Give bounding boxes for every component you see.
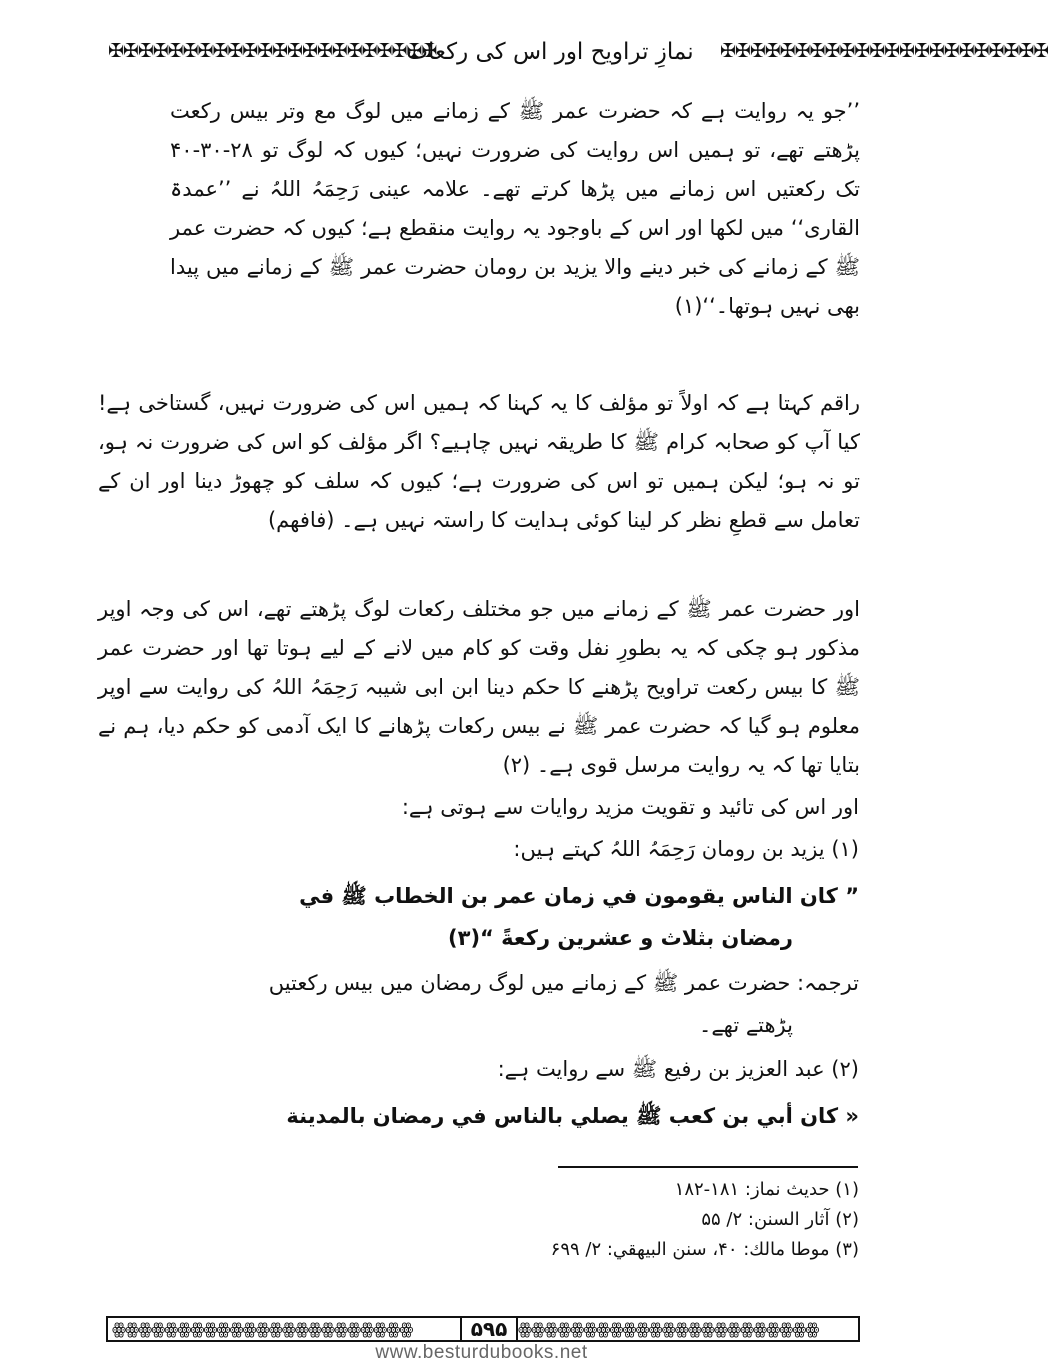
translation-line-1: ترجمہ: حضرت عمر ﷺ کے زمانے میں لوگ رمضان میں بیس رکعتیں [268,971,859,995]
footer-ornament-left: ꙮꙮꙮꙮꙮꙮꙮꙮꙮꙮꙮꙮꙮꙮꙮꙮꙮꙮꙮꙮꙮꙮꙮ [112,1319,413,1338]
narration-1-heading: (۱) یزید بن رومان رَحِمَہُ اللہُ کہتے ہیں: [513,837,859,861]
header-ornament-right: ✠✠✠✠✠✠✠✠✠✠✠✠✠✠✠✠✠✠✠✠✠✠ [720,40,1048,62]
support-intro-line: اور اس کی تائید و تقویت مزید روایات سے ہوتی ہے: [401,795,859,819]
arabic-narration-2-line-1: « كان أبي بن كعب ﷺ يصلي بالناس في رمضان بالمدينة [286,1104,859,1128]
translation-line-2: پڑھتے تھے۔ [699,1013,793,1037]
quoted-passage: ’’جو یہ روایت ہے کہ حضرت عمر ﷺ کے زمانے میں لوگ مع وتر بیس رکعت پڑھتے تھے، تو ہمیں اس روایت کی ضرورت نہیں؛ کیوں کہ لوگ تو ۲۸-۳۰-۴۰ تک رکعتیں اس زمانے میں پڑھا کرتے تھے۔ علامہ عینی رَحِمَہُ اللہُ نے ’’عمدۃ القاری‘‘ میں لکھا اور اس کے باوجود یہ روایت منقطع ہے؛ کیوں کہ حضرت عمر ﷺ کے زمانے کی خبر دینے والا یزید بن رومان حضرت عمر ﷺ کے زمانے میں پیدا بھی نہیں ہوتھا۔‘‘(۱) [170,99,860,318]
page-number: ۵۹۵ [460,1316,518,1342]
page-header [108,34,1048,74]
footer-ornament-right: ꙮꙮꙮꙮꙮꙮꙮꙮꙮꙮꙮꙮꙮꙮꙮꙮꙮꙮꙮꙮꙮꙮꙮ [518,1319,819,1338]
arabic-narration-1-line-1: ” كان الناس يقومون في زمان عمر بن الخطاب ﷺ في [299,884,859,908]
author-response-paragraph: راقم کہتا ہے کہ اولاً تو مؤلف کا یہ کہنا کہ ہمیں اس کی ضرورت نہیں، گستاخی ہے! کیا آپ کو صحابہ کرام ﷺ کا طریقہ نہیں چاہیے؟ اگر مؤلف کو اس کی ضرورت نہ ہو، تو نہ ہو؛ لیکن ہمیں تو اس کی ضرورت ہے؛ کیوں کہ سلف کو چھوڑ دینا اور ان کے تعامل سے قطعِ نظر کر لینا کوئی ہدایت کا راستہ نہیں ہے۔ (فافهم) [98,391,860,532]
header-ornament-left: ✠✠✠✠✠✠✠✠✠✠✠✠✠✠✠✠✠✠✠✠✠✠ [108,40,437,62]
footnote-divider [558,1166,858,1168]
footnote-3: (۳) موطا مالك: ۴۰، سنن البيهقي: ۲/ ۶۹۹ [550,1239,859,1260]
explanation-paragraph: اور حضرت عمر ﷺ کے زمانے میں جو مختلف رکعات لوگ پڑھتے تھے، اس کی وجہ اوپر مذکور ہو چکی کہ یہ بطورِ نفل وقت کو کام میں لانے کے لیے ہوتا تھا اور حضرت عمر ﷺ کا بیس رکعت تراویح پڑھنے کا حکم دینا ابن ابی شیبہ رَحِمَہُ اللہُ کی روایت سے اوپر معلوم ہو گیا کہ حضرت عمر ﷺ نے بیس رکعات پڑھانے کا ایک آدمی کو حکم دیا، ہم نے بتایا تھا کہ یہ روایت مرسل قوی ہے۔ (۲) [98,597,860,777]
footnote-2: (۲) آثار السنن: ۲/ ۵۵ [701,1209,859,1230]
website-watermark: www.besturdubooks.net [375,1342,588,1363]
narration-2-heading: (۲) عبد العزیز بن رفیع ﷺ سے روایت ہے: [497,1057,859,1081]
arabic-narration-1-line-2: رمضان بثلاث و عشرين ركعةً “(۳) [448,926,793,950]
running-title: نمازِ تراویح اور اس کی رکعات [406,39,694,65]
page-footer [106,1316,860,1342]
footnote-1: (۱) حدیث نماز: ۱۸۱-۱۸۲ [674,1179,859,1200]
